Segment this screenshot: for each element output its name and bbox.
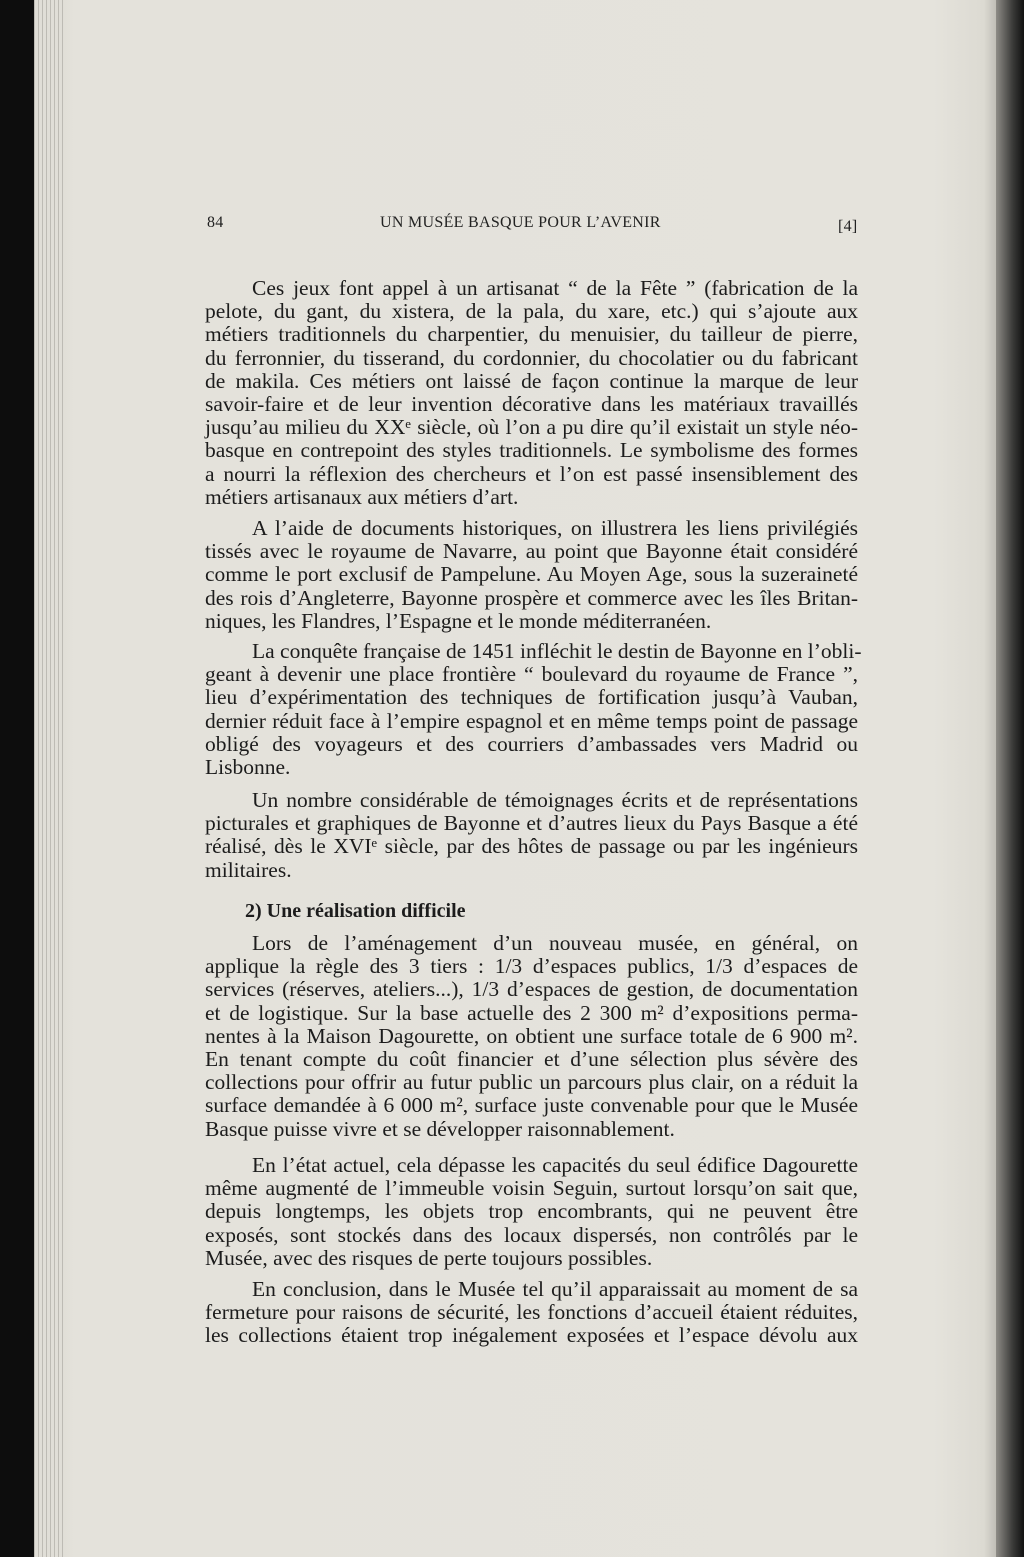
text-line: savoir-faire et de leur invention décorative dans les matériaux travaillés <box>205 391 858 416</box>
text-line: picturales et graphiques de Bayonne et d’autres lieux du Pays Basque a été <box>205 811 858 836</box>
text-line: les collections étaient trop inégalement exposées et l’espace dévolu aux <box>205 1323 858 1348</box>
paragraph <box>205 1278 858 1348</box>
text-line: métiers artisanaux aux métiers d’art. <box>205 484 519 509</box>
text-line: et de logistique. Sur la base actuelle des 2 300 m² d’expositions perma- <box>205 1000 858 1025</box>
text-line: Basque puisse vivre et se développer raisonnablement. <box>205 1116 675 1141</box>
paragraph <box>205 789 858 882</box>
text-line: des rois d’Angleterre, Bayonne prospère et commerce avec les îles Britan- <box>205 585 858 610</box>
paragraph <box>205 517 858 633</box>
text-line: jusqu’au milieu du XXᵉ siècle, où l’on a pu dire qu’il existait un style néo- <box>205 415 858 440</box>
paragraph <box>205 1154 858 1270</box>
text-line: En tenant compte du coût financier et d’une sélection plus sévère des <box>205 1046 858 1071</box>
text-line: de makila. Ces métiers ont laissé de façon continue la marque de leur <box>205 368 858 393</box>
chapter-marker: [4] <box>838 218 858 235</box>
text-line: applique la règle des 3 tiers : 1/3 d’espaces publics, 1/3 d’espaces de <box>205 954 858 979</box>
text-line: niques, les Flandres, l’Espagne et le monde méditerranéen. <box>205 608 712 633</box>
page-stack-edge <box>34 0 64 1557</box>
text-line: En l’état actuel, cela dépasse les capacités du seul édifice Dagourette <box>252 1153 858 1177</box>
text-line: dernier réduit face à l’empire espagnol et en même temps point de passage <box>205 708 858 733</box>
text-line: En conclusion, dans le Musée tel qu’il apparaissait au moment de sa <box>252 1277 858 1301</box>
paragraph <box>205 932 858 1141</box>
page-number: 84 <box>207 214 224 231</box>
text-line: nentes à la Maison Dagourette, on obtient une surface totale de 6 900 m². <box>205 1023 858 1048</box>
text-line: réalisé, dès le XVIᵉ siècle, par des hôtes de passage ou par les ingénieurs <box>205 834 858 859</box>
paragraph <box>205 639 862 779</box>
paragraph <box>205 277 858 509</box>
text-line: du ferronnier, du tisserand, du cordonnier, du chocolatier ou du fabricant <box>205 345 858 370</box>
text-line: geant à devenir une place frontière “ boulevard du royaume de France ”, <box>205 662 858 687</box>
text-line: Musée, avec des risques de perte toujours possibles. <box>205 1245 653 1270</box>
running-title: UN MUSÉE BASQUE POUR L’AVENIR <box>380 214 661 231</box>
text-line: basque en contrepoint des styles traditionnels. Le symbolisme des formes <box>205 438 858 463</box>
text-line: lieu d’expérimentation des techniques de fortification jusqu’à Vauban, <box>205 685 858 710</box>
text-line: Lisbonne. <box>205 754 291 779</box>
text-line: A l’aide de documents historiques, on illustrera les liens privilégiés <box>252 516 858 540</box>
text-line: La conquête française de 1451 infléchit le destin de Bayonne en l’obli- <box>252 639 862 663</box>
text-line: Ces jeux font appel à un artisanat “ de la Fête ” (fabrication de la <box>252 276 858 300</box>
section-heading: 2) Une réalisation difficile <box>245 900 466 922</box>
text-line: Un nombre considérable de témoignages écrits et de représentations <box>252 788 858 812</box>
text-line: comme le port exclusif de Pampelune. Au Moyen Age, sous la suzeraineté <box>205 562 858 587</box>
text-line: surface demandée à 6 000 m², surface juste convenable pour que le Musée <box>205 1093 858 1118</box>
text-line: Lors de l’aménagement d’un nouveau musée, en général, on <box>252 931 858 955</box>
text-line: exposés, sont stockés dans des locaux dispersés, non contrôlés par le <box>205 1222 858 1247</box>
text-line: métiers traditionnels du charpentier, du menuisier, du tailleur de pierre, <box>205 322 858 347</box>
text-line: même augmenté de l’immeuble voisin Seguin, surtout lorsqu’on sait que, <box>205 1176 858 1201</box>
text-line: collections pour offrir au futur public un parcours plus clair, on a réduit la <box>205 1070 858 1095</box>
text-line: fermeture pour raisons de sécurité, les fonctions d’accueil étaient réduites, <box>205 1300 858 1325</box>
text-line: pelote, du gant, du xistera, de la pala, du xare, etc.) qui s’ajoute aux <box>205 299 858 324</box>
text-line: services (réserves, ateliers...), 1/3 d’espaces de gestion, de documentation <box>205 977 858 1002</box>
text-line: tissés avec le royaume de Navarre, au point que Bayonne était considéré <box>205 539 858 564</box>
text-line: obligé des voyageurs et des courriers d’ambassades vers Madrid ou <box>205 731 858 756</box>
text-line: depuis longtemps, les objets trop encombrants, qui ne peuvent être <box>205 1199 858 1224</box>
binding-shadow <box>996 0 1024 1557</box>
text-line: militaires. <box>205 857 292 882</box>
text-line: a nourri la réflexion des chercheurs et l’on est passé insensiblement des <box>205 461 858 486</box>
